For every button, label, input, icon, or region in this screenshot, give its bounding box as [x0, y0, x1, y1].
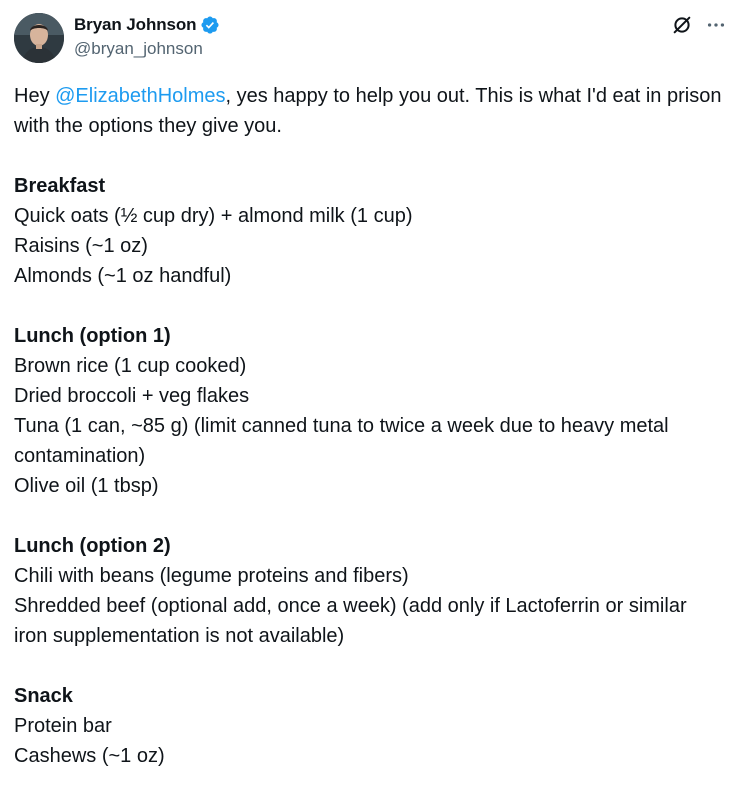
tweet-actions — [671, 14, 727, 36]
tweet-text — [14, 81, 724, 771]
intro-paragraph — [14, 81, 724, 141]
author-block — [74, 14, 220, 59]
section-lunch-option-1 — [14, 321, 724, 501]
list-item: Chili with beans (legume proteins and fibers) — [14, 565, 409, 587]
section-snack — [14, 681, 724, 771]
author-name-row — [74, 14, 220, 36]
list-item: Quick oats (½ cup dry) + almond milk (1 cup) — [14, 205, 413, 227]
section-title: Snack — [14, 685, 73, 707]
list-item: Almonds (~1 oz handful) — [14, 265, 232, 287]
avatar[interactable] — [14, 13, 64, 63]
intro-after: , yes happy to help you out. This is what I'd eat in prison with the options they give you. — [14, 85, 722, 137]
list-item: Tuna (1 can, ~85 g) (limit canned tuna to twice a week due to heavy metal contamination) — [14, 415, 669, 467]
intro-before: Hey — [14, 85, 56, 107]
list-item: Olive oil (1 tbsp) — [14, 475, 159, 497]
grok-icon[interactable] — [671, 14, 693, 36]
list-item: Dried broccoli + veg flakes — [14, 385, 250, 407]
list-item: Brown rice (1 cup cooked) — [14, 355, 247, 377]
author-handle[interactable]: @bryan_johnson — [74, 39, 203, 58]
section-title: Lunch (option 1) — [14, 325, 171, 347]
verified-badge-icon[interactable] — [200, 15, 220, 35]
list-item: Raisins (~1 oz) — [14, 235, 148, 257]
list-item: Cashews (~1 oz) — [14, 745, 165, 767]
section-lunch-option-2 — [14, 531, 724, 651]
tweet-header — [14, 12, 727, 64]
section-breakfast — [14, 171, 724, 291]
section-title: Lunch (option 2) — [14, 535, 171, 557]
section-title: Breakfast — [14, 175, 106, 197]
list-item: Shredded beef (optional add, once a week) (add only if Lactoferrin or similar iron supplementation is not available) — [14, 595, 687, 647]
author-display-name[interactable]: Bryan Johnson — [74, 15, 197, 34]
more-icon[interactable] — [705, 14, 727, 36]
avatar-image — [14, 13, 64, 63]
list-item: Protein bar — [14, 715, 112, 737]
mention-link[interactable]: @ElizabethHolmes — [55, 85, 226, 107]
